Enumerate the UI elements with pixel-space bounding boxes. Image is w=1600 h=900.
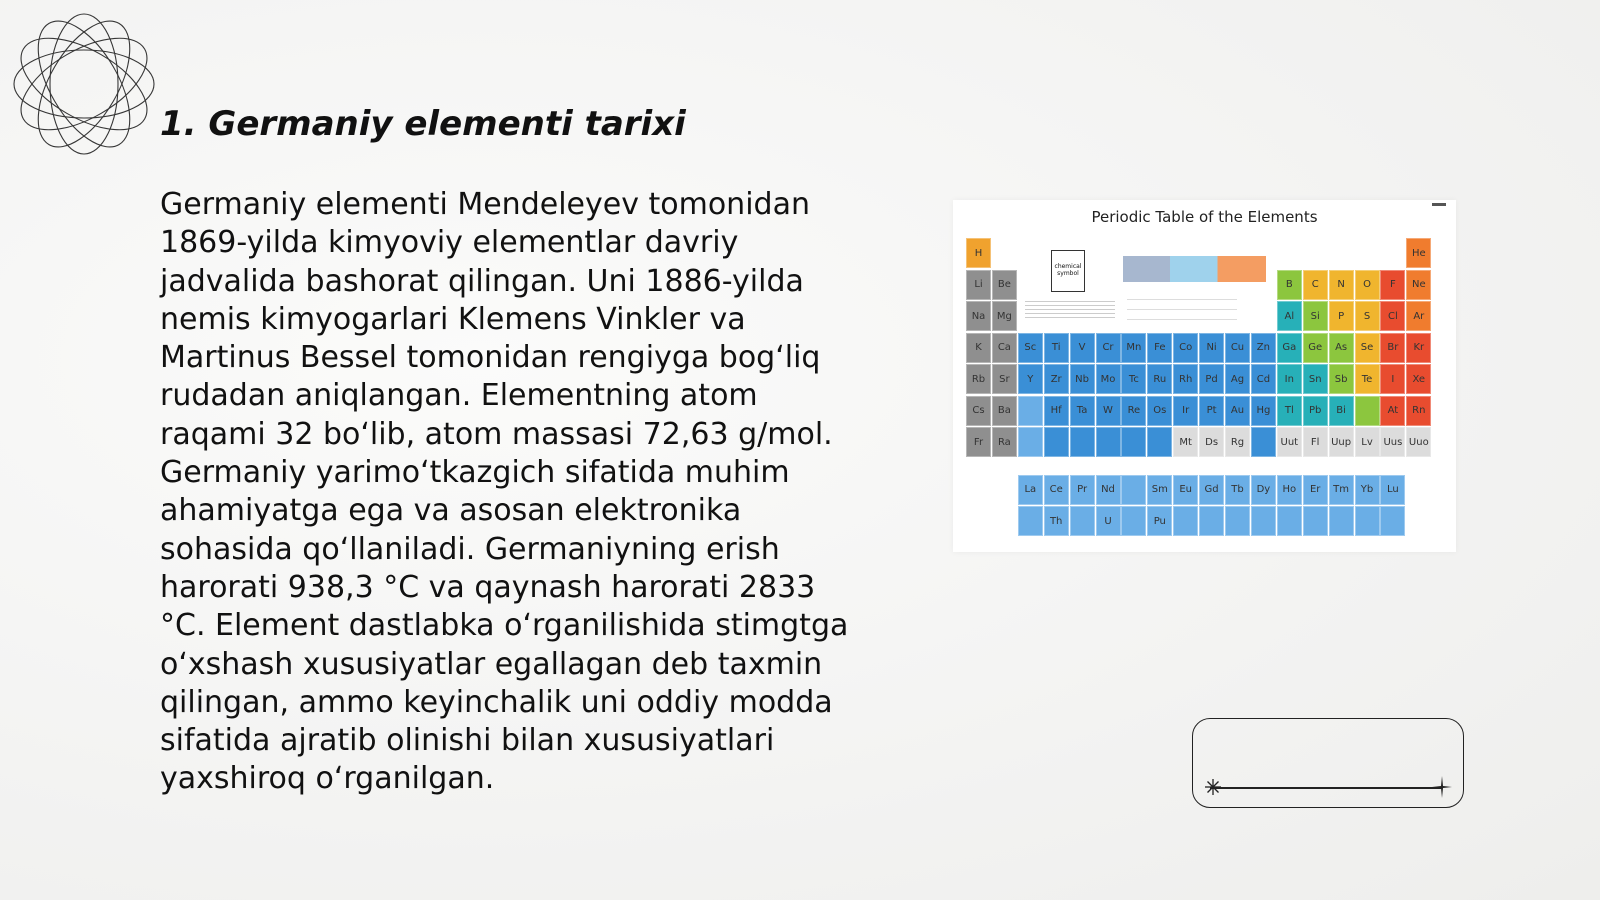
element-cell: Uut xyxy=(1277,427,1302,457)
element-cell: Pd xyxy=(1199,364,1224,394)
element-cell: W xyxy=(1096,396,1121,426)
element-cell: O xyxy=(1355,270,1380,300)
element-cell: V xyxy=(1070,333,1095,363)
element-cell: Au xyxy=(1225,396,1250,426)
element-cell xyxy=(1070,506,1095,536)
element-cell: Se xyxy=(1355,333,1380,363)
element-cell xyxy=(1018,427,1043,457)
element-cell xyxy=(1225,506,1250,536)
element-cell: Ba xyxy=(992,396,1017,426)
element-cell: Ga xyxy=(1277,333,1302,363)
element-cell: Te xyxy=(1355,364,1380,394)
slide-title: 1. Germaniy elementi tarixi xyxy=(160,104,686,144)
element-cell: Sn xyxy=(1303,364,1328,394)
element-cell: Cd xyxy=(1251,364,1276,394)
element-cell: C xyxy=(1303,270,1328,300)
element-cell xyxy=(1096,427,1121,457)
element-cell: Th xyxy=(1044,506,1069,536)
element-cell: Ta xyxy=(1070,396,1095,426)
element-cell: Tl xyxy=(1277,396,1302,426)
element-cell: Rb xyxy=(966,364,991,394)
element-cell: Ce xyxy=(1044,475,1069,505)
element-cell: Ne xyxy=(1406,270,1431,300)
element-cell: K xyxy=(966,333,991,363)
element-cell: Er xyxy=(1303,475,1328,505)
element-cell xyxy=(1355,396,1380,426)
element-cell: Si xyxy=(1303,301,1328,331)
element-cell xyxy=(1044,427,1069,457)
element-cell: Mt xyxy=(1173,427,1198,457)
element-cell xyxy=(1199,506,1224,536)
element-cell: P xyxy=(1329,301,1354,331)
element-cell: Ag xyxy=(1225,364,1250,394)
element-cell: Yb xyxy=(1355,475,1380,505)
element-cell: Mg xyxy=(992,301,1017,331)
element-cell: Bi xyxy=(1329,396,1354,426)
element-cell xyxy=(1121,427,1146,457)
element-cell: In xyxy=(1277,364,1302,394)
element-cell: I xyxy=(1380,364,1405,394)
image-corner-mark xyxy=(1432,203,1446,206)
element-cell: Gd xyxy=(1199,475,1224,505)
element-cell: S xyxy=(1355,301,1380,331)
element-cell: Hg xyxy=(1251,396,1276,426)
element-cell: Re xyxy=(1121,396,1146,426)
element-cell xyxy=(1121,506,1146,536)
legend-text-lines xyxy=(1025,298,1115,320)
element-cell xyxy=(1251,427,1276,457)
element-cell: Br xyxy=(1380,333,1405,363)
element-cell: Na xyxy=(966,301,991,331)
element-cell: Ds xyxy=(1199,427,1224,457)
element-cell: Lu xyxy=(1380,475,1405,505)
element-cell: Os xyxy=(1147,396,1172,426)
element-cell: Pt xyxy=(1199,396,1224,426)
element-cell: F xyxy=(1380,270,1405,300)
element-cell: Xe xyxy=(1406,364,1431,394)
body-paragraph: Germaniy elementi Mendeleyev tomonidan 1869-yilda kimyoviy elementlar davriy jadvalida bashorat qilingan. Uni 1886-yilda nemis kimyogarlari Klemens Vinkler va Martinus Bessel tomonidan rengiyga bog‘liq rudadan aniqlangan. Elementning atom raqami 32 bo‘lib, atom massasi 72,63 g/mol. Germaniy yarimo‘tkazgich sifatida muhim ahamiyatga ega va asosan elektronika sohasida qo‘llaniladi. Germaniyning erish harorati 938,3 °C va qaynash harorati 2833 °C. Element dastlabka o‘rganilishida stimgtga o‘xshash xususiyatlar egallagan deb taxmin qilingan, ammo keyinchalik uni oddiy modda sifatida ajratib olinishi bilan xususiyatlari yaxshiroq o‘rganilgan. xyxy=(160,187,849,797)
element-cell: Hf xyxy=(1044,396,1069,426)
element-cell: Rg xyxy=(1225,427,1250,457)
element-cell: Li xyxy=(966,270,991,300)
element-cell: Lv xyxy=(1355,427,1380,457)
element-cell: Cs xyxy=(966,396,991,426)
element-cell: Sc xyxy=(1018,333,1043,363)
element-cell: Co xyxy=(1173,333,1198,363)
element-cell: Uuo xyxy=(1406,427,1431,457)
element-cell xyxy=(1121,475,1146,505)
element-cell: As xyxy=(1329,333,1354,363)
element-cell: Pr xyxy=(1070,475,1095,505)
element-cell: Ni xyxy=(1199,333,1224,363)
element-cell xyxy=(1251,506,1276,536)
element-cell: Sr xyxy=(992,364,1017,394)
element-cell xyxy=(1173,506,1198,536)
periodic-table-title: Periodic Table of the Elements xyxy=(1091,208,1318,226)
element-cell: Pb xyxy=(1303,396,1328,426)
legend-state-symbols xyxy=(1127,290,1237,326)
element-cell: Ru xyxy=(1147,364,1172,394)
element-cell: Pu xyxy=(1147,506,1172,536)
element-cell: N xyxy=(1329,270,1354,300)
periodic-table-image xyxy=(953,200,1456,552)
element-cell: Eu xyxy=(1173,475,1198,505)
element-cell: Ca xyxy=(992,333,1017,363)
element-cell: Al xyxy=(1277,301,1302,331)
element-cell: Cr xyxy=(1096,333,1121,363)
element-cell: At xyxy=(1380,396,1405,426)
element-cell: Sm xyxy=(1147,475,1172,505)
element-cell: Tb xyxy=(1225,475,1250,505)
element-cell: Y xyxy=(1018,364,1043,394)
element-cell: La xyxy=(1018,475,1043,505)
element-cell: Rn xyxy=(1406,396,1431,426)
element-cell xyxy=(1355,506,1380,536)
element-cell: Nd xyxy=(1096,475,1121,505)
element-cell xyxy=(1147,427,1172,457)
element-cell: Ra xyxy=(992,427,1017,457)
element-cell: Mo xyxy=(1096,364,1121,394)
element-cell xyxy=(1018,396,1043,426)
element-cell: Tm xyxy=(1329,475,1354,505)
element-cell: U xyxy=(1096,506,1121,536)
element-cell: Fr xyxy=(966,427,991,457)
element-cell: Dy xyxy=(1251,475,1276,505)
element-cell: Ge xyxy=(1303,333,1328,363)
element-cell: Be xyxy=(992,270,1017,300)
element-cell: Cu xyxy=(1225,333,1250,363)
element-cell xyxy=(1070,427,1095,457)
legend-label: chemical symbol xyxy=(1054,263,1082,277)
element-cell: Rh xyxy=(1173,364,1198,394)
element-cell xyxy=(1277,506,1302,536)
element-cell: Zn xyxy=(1251,333,1276,363)
element-cell: Cl xyxy=(1380,301,1405,331)
legend-category-bars xyxy=(1123,256,1266,282)
element-cell: Ti xyxy=(1044,333,1069,363)
element-cell: Uup xyxy=(1329,427,1354,457)
plus-star-icon xyxy=(1432,776,1452,798)
element-cell: Sb xyxy=(1329,364,1354,394)
element-cell: Fl xyxy=(1303,427,1328,457)
element-cell xyxy=(1380,506,1405,536)
element-cell xyxy=(1329,506,1354,536)
element-cell: Ho xyxy=(1277,475,1302,505)
element-cell: Zr xyxy=(1044,364,1069,394)
element-cell: Ir xyxy=(1173,396,1198,426)
element-cell: Uus xyxy=(1380,427,1405,457)
element-cell: He xyxy=(1406,238,1431,268)
element-cell xyxy=(1018,506,1043,536)
element-cell: Tc xyxy=(1121,364,1146,394)
element-cell: Mn xyxy=(1121,333,1146,363)
element-cell: B xyxy=(1277,270,1302,300)
element-cell xyxy=(1303,506,1328,536)
decorative-panel xyxy=(1192,718,1464,808)
rings-ornament-icon xyxy=(10,10,158,158)
chemical-symbol-legend xyxy=(1051,250,1085,292)
element-cell: Nb xyxy=(1070,364,1095,394)
element-cell: Fe xyxy=(1147,333,1172,363)
sparkle-star-icon xyxy=(1204,778,1222,796)
element-cell: H xyxy=(966,238,991,268)
element-cell: Ar xyxy=(1406,301,1431,331)
decorative-line xyxy=(1210,787,1442,789)
element-cell: Kr xyxy=(1406,333,1431,363)
